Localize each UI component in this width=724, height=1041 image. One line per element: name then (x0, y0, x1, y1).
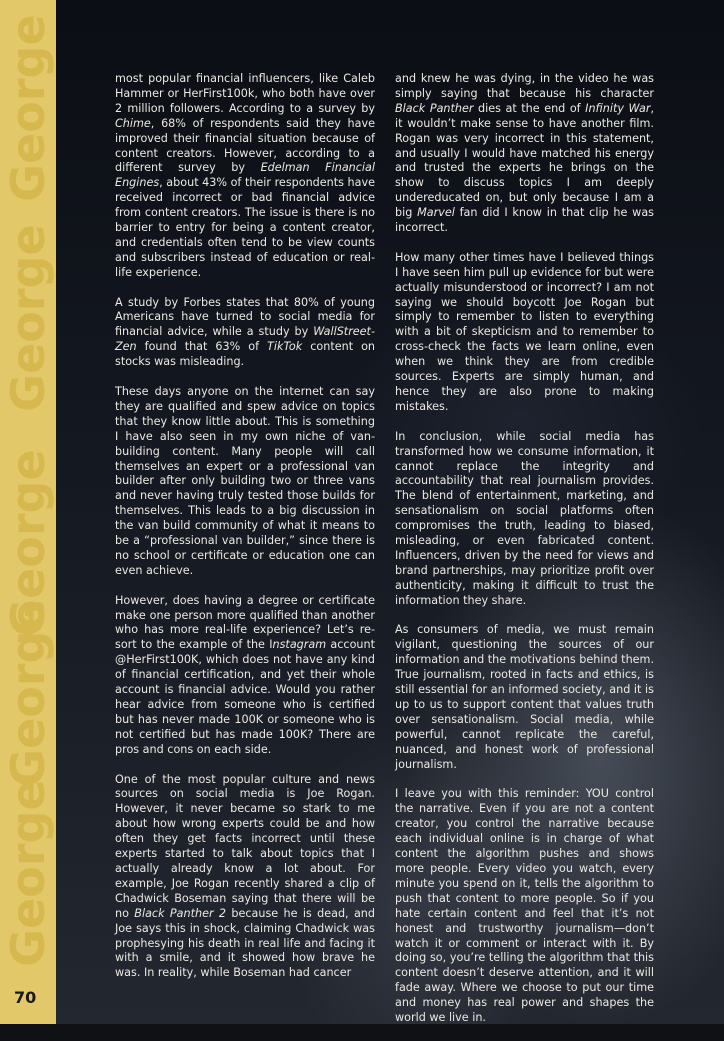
article-column-right (395, 72, 654, 1041)
sidebar-word-text: George (1, 448, 55, 637)
sidebar-word (1, 5, 55, 210)
article-column-left (115, 72, 375, 996)
paragraph: most popular financial influencers, like Caleb Hammer or HerFirst100k, who both have over 2 million followers. According to a survey by Chime, 68% of respondents said they have improved their financial situation because of content creators. However, according to a different survey by Edelman Financial Engines, about 43% of their respondents have received incorrect or bad financial advice from content creators. The issue is there is no barrier to entry for being a content creator, and credentials often tend to be view counts and subscribers instead of education or real-life experience. (115, 72, 375, 279)
page-number: 70 (14, 988, 37, 1007)
italic-text: WallStreet-Zen (115, 325, 375, 354)
sidebar-word-text: George (1, 223, 55, 412)
sidebar-word-text: George (1, 778, 55, 967)
paragraph: and knew he was dying, in the video he was simply saying that because his character Black Panther dies at the end of Infinity War, it wouldn’t make sense to have another film. Rogan was very incorrect in this statement, and usually I would have matched his energy and trusted the experts he brings on the show to discuss topics I am deeply undereducated on, but only because I am a big Marvel fan did I know in that clip he was incorrect. (395, 72, 654, 235)
italic-text: Marvel (417, 206, 455, 220)
paragraph: I leave you with this reminder: YOU control the narrative. Even if you are not a content creator, you control the narrative because each individual online is in charge of what content the algorithm pushes and shows more people. Every video you watch, every minute you spend on it, tells the algorithm to push that content to more people. So if you hate certain content and feel that it’s not honest and trustworthy journalism—don’t watch it or comment or interact with it. By doing so, you’re telling the algorithm that this content doesn’t deserve attention, and it will fade away. Where we choose to put our time and money has real power and shapes the world we live in. (395, 787, 654, 1025)
paragraph: A study by Forbes states that 80% of young Americans have turned to social media for financial advice, while a study by WallStreet-Zen found that 63% of TikTok content on stocks was misleading. (115, 295, 376, 369)
sidebar-word (1, 770, 55, 975)
sidebar-word-text: George (1, 598, 55, 787)
paragraph: As consumers of media, we must remain vigilant, questioning the sources of our information and the motivations behind them. True journalism, rooted in facts and ethics, is still essential for an informed society, and it is up to us to support content that values truth over sensationalism. Social media, while powerful, cannot replicate the careful, nuanced, and honest work of professional journalism. (395, 623, 654, 771)
paragraph: In conclusion, while social media has transformed how we consume information, it cannot replace the integrity and accountability that real journalism provides. The blend of entertainment, marketing, and sensationalism on social platforms often compromises the truth, leading to biased, misleading, or even fabricated content. Influencers, driven by the need for views and brand partnerships, may prioritize profit over authenticity, making it difficult to trust the information they share. (395, 429, 654, 607)
italic-text: Chime (115, 116, 151, 130)
italic-text: Black Panther 2 (134, 906, 227, 920)
italic-text: Black Panther (395, 101, 474, 115)
paragraph: One of the most popular culture and news sources on social media is Joe Rogan. However, it never became so stark to me about how wrong experts could be and how often they get facts incorrect until these experts started to talk about topics that I actually already know a lot about. For example, Joe Rogan recently shared a clip of Chadwick Boseman saying that there will be no Black Panther 2 because he is dead, and Joe says this in shock, claiming Chadwick was prophesying his death in real life and facing it with a smile, and it showed how brave he was. In reality, while Boseman had cancer (115, 772, 375, 980)
sidebar-strip (0, 0, 56, 1024)
italic-text: Edelman Financial Engines (115, 161, 375, 190)
paragraph: How many other times have I believed things I have seen him pull up evidence for but were actually misunderstood or incorrect? I am not saying we should boycott Joe Rogan but simply to remember to listen to everything with a bit of skepticism and to remember to cross-check the facts we learn online, even when we think they are from credible sources. Experts are simply human, and hence they are also prone to making mistakes. (395, 250, 654, 413)
italic-text: nstagram (272, 638, 327, 652)
sidebar-word-text: George (1, 13, 55, 202)
paragraph: However, does having a degree or certificate make one person more qualified than another who has more real-life experience? Let’s re-sort to the example of the Instagram account @HerFirst100K, which does not have any kind of financial certification, and yet their whole account is financial advice. Would you rather hear advice from someone who is certified but has never made 100K or someone who is not certified but has made 100K? There are pros and cons on each side. (115, 593, 375, 756)
sidebar-word (1, 590, 55, 795)
italic-text: TikTok (267, 340, 303, 354)
paragraph: These days anyone on the internet can say they are qualified and spew advice on topics that they know little about. This is something I have also seen in my own niche of van-building content. Many people will call themselves an expert or a professional van builder after only building two or three vans and never having truly tested those builds for themselves. This leads to a big discussion in the van build community of what it means to be a “professional van builder,” since there is no school or certificate or education one can even achieve. (115, 385, 375, 577)
italic-text: Infinity War (585, 101, 651, 115)
sidebar-word (1, 215, 55, 420)
